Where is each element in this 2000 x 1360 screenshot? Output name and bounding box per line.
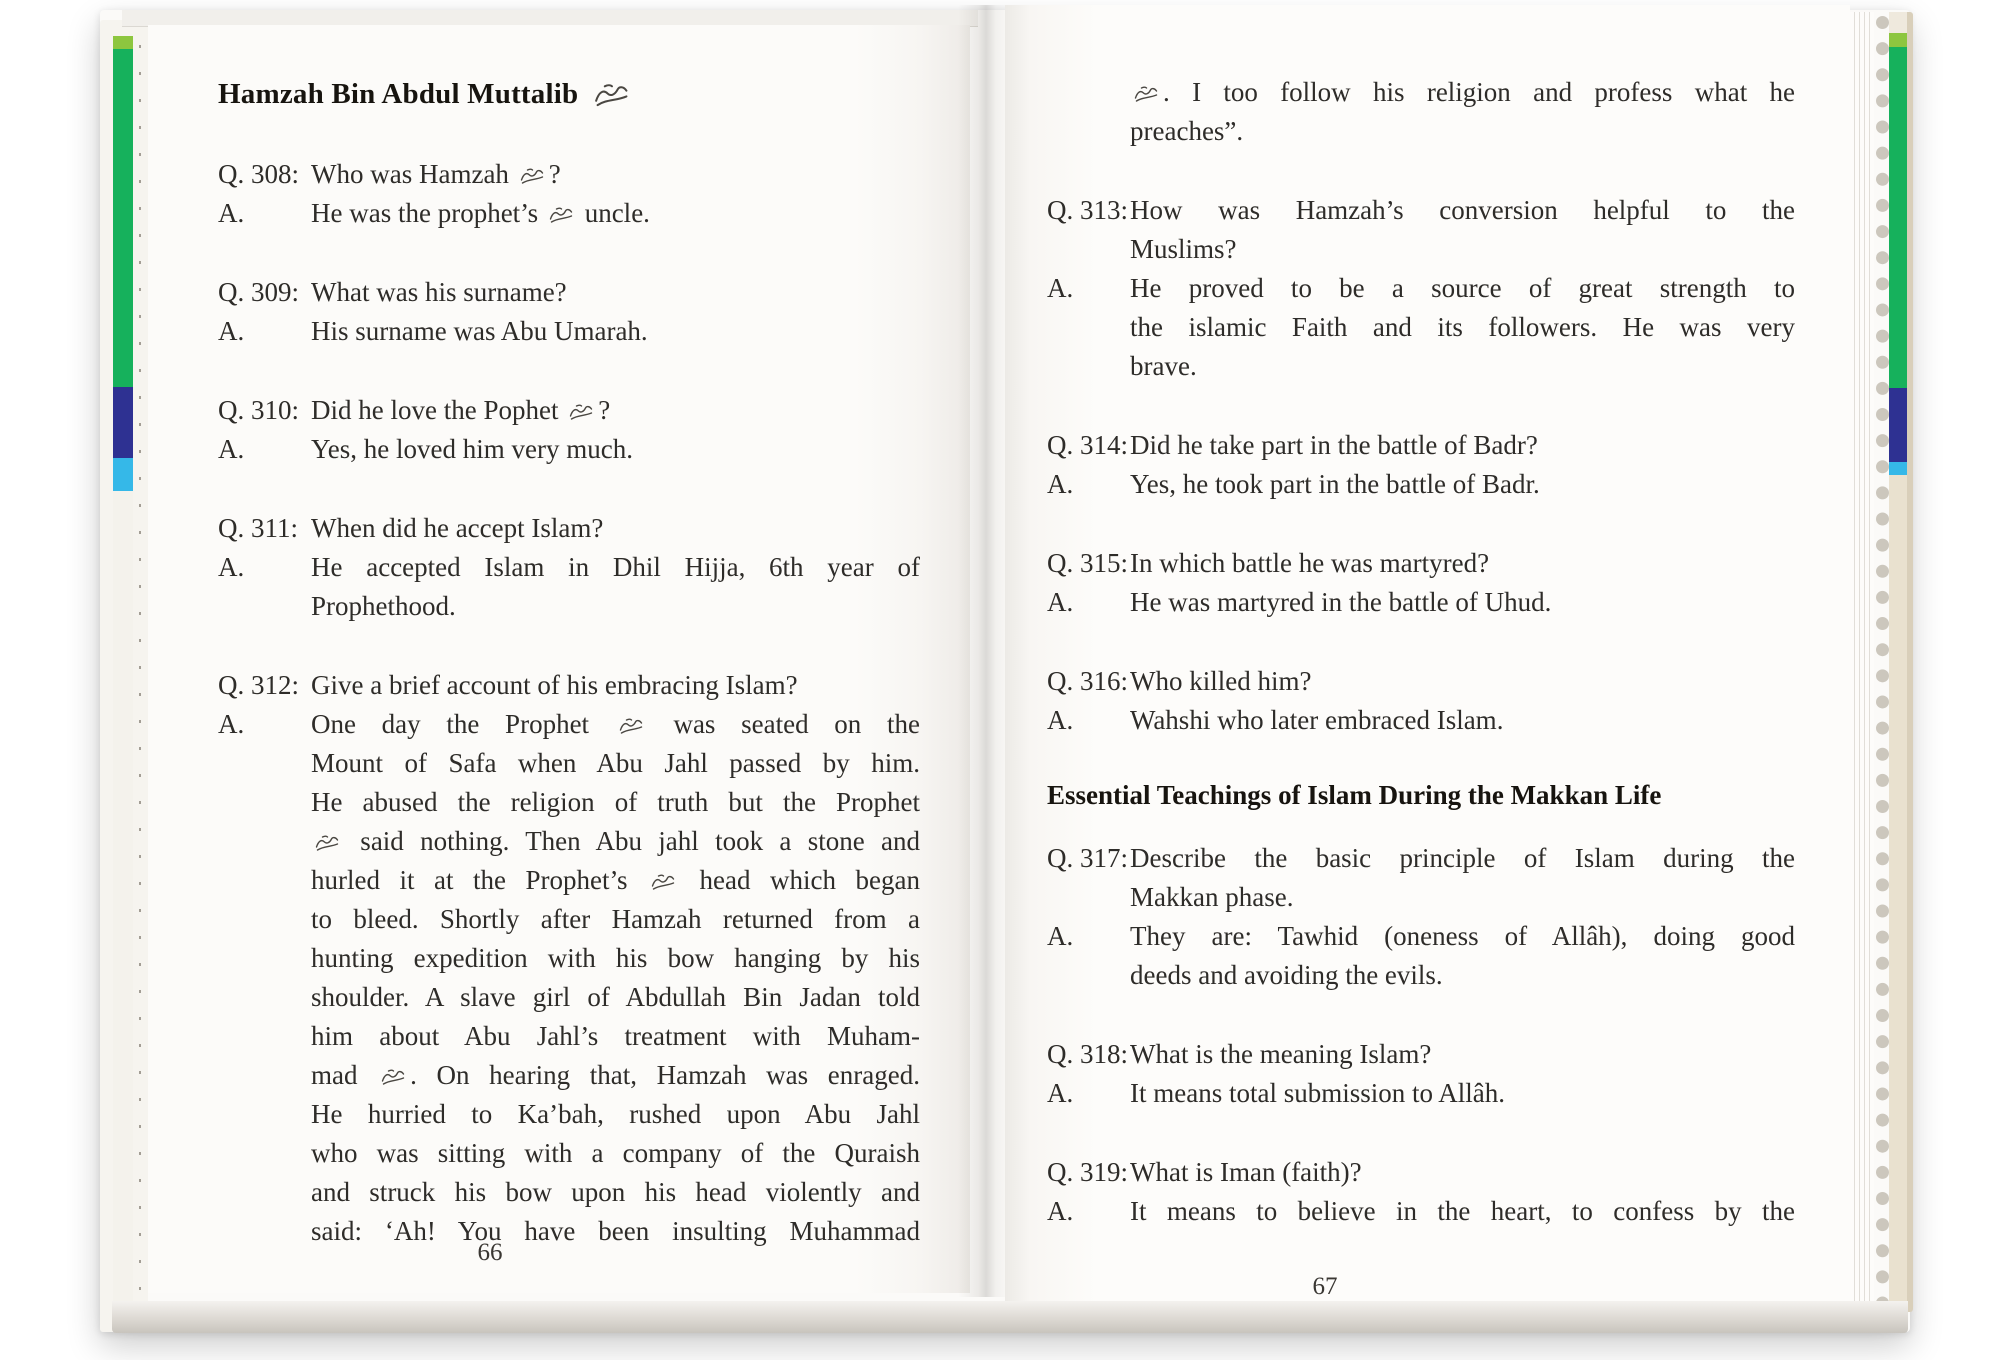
answer-text: [1130, 917, 1795, 995]
question-text: [311, 155, 920, 194]
question-text: [1130, 662, 1795, 701]
text-line: What was his surname?: [311, 277, 567, 307]
text-line: Yes, he took part in the battle of Badr.: [1130, 469, 1540, 499]
question-text: [1130, 839, 1795, 917]
question-label: Q. 312:: [218, 670, 299, 700]
page-number-right: 67: [1312, 1273, 1338, 1300]
honorific-saw-icon: [1133, 85, 1160, 103]
question-label: Q. 311:: [218, 513, 298, 543]
question-row: [218, 155, 920, 194]
text-line: the islamic Faith and its followers. He was very: [1130, 312, 1795, 342]
question-label: Q. 309:: [218, 277, 299, 307]
answer-label: A.: [1047, 921, 1074, 951]
question-label: Q. 314:: [1047, 430, 1128, 460]
qa-list-right-upper: [1047, 191, 1795, 740]
honorific-saw-icon: [568, 403, 595, 421]
text-line: Makkan phase.: [1130, 882, 1294, 912]
question-row: [1047, 839, 1795, 917]
qa-item: [1047, 1035, 1795, 1113]
answer-row: [218, 194, 920, 233]
text-line: In which battle he was martyred?: [1130, 548, 1490, 578]
text-line: He was the prophet’s uncle.: [311, 198, 650, 228]
text-line: His surname was Abu Umarah.: [311, 316, 648, 346]
qa-item: [1047, 662, 1795, 740]
text-line: hurled it at the Prophet’s head which began: [311, 865, 920, 895]
answer-label: A.: [218, 316, 245, 346]
continued-paragraph: [1130, 73, 1795, 151]
cover-stripe-right: [1889, 12, 1907, 1312]
text-line: They are: Tawhid (oneness of Allâh), doing good: [1130, 921, 1795, 951]
text-line: deeds and avoiding the evils.: [1130, 960, 1443, 990]
question-text: [311, 666, 920, 705]
question-row: [1047, 1153, 1795, 1192]
text-line: He proved to be a source of great strength to: [1130, 273, 1795, 303]
page-stack-right-edge: [1850, 12, 1874, 1310]
question-label: Q. 316:: [1047, 666, 1128, 696]
question-row: [1047, 426, 1795, 465]
book-bottom-edge: [112, 1301, 1908, 1333]
chapter-heading: Hamzah Bin Abdul Muttalib: [218, 75, 920, 114]
qa-item: [218, 391, 920, 469]
honorific-ra-icon: [519, 167, 546, 185]
text-line: He accepted Islam in Dhil Hijja, 6th year of: [311, 552, 920, 582]
text-line: When did he accept Islam?: [311, 513, 604, 543]
qa-item: [1047, 839, 1795, 995]
answer-label: A.: [218, 709, 245, 739]
qa-item: [1047, 191, 1795, 386]
text-line: Describe the basic principle of Islam during the: [1130, 843, 1795, 873]
question-label: Q. 308:: [218, 159, 299, 189]
answer-row: [218, 548, 920, 626]
qa-item: [1047, 1153, 1795, 1231]
text-line: Wahshi who later embraced Islam.: [1130, 705, 1504, 735]
qa-item: [1047, 544, 1795, 622]
text-line: preaches”.: [1130, 116, 1244, 146]
text-line: brave.: [1130, 351, 1197, 381]
answer-text: [311, 705, 920, 1251]
question-row: [1047, 191, 1795, 269]
answer-text: [311, 194, 920, 233]
question-text: [1130, 426, 1795, 465]
question-row: [1047, 662, 1795, 701]
binding-stitch-marks: [139, 45, 141, 1293]
cover-stripe-left: [113, 20, 133, 1332]
text-line: Did he take part in the battle of Badr?: [1130, 430, 1538, 460]
text-line: One day the Prophet was seated on the: [311, 709, 920, 739]
answer-label: A.: [218, 198, 245, 228]
answer-row: [218, 430, 920, 469]
text-line: How was Hamzah’s conversion helpful to the: [1130, 195, 1795, 225]
answer-row: [218, 705, 920, 1251]
text-line: hunting expedition with his bow hanging by his: [311, 943, 920, 973]
text-line: Give a brief account of his embracing Islam?: [311, 670, 798, 700]
question-label: Q. 315:: [1047, 548, 1128, 578]
text-line: What is Iman (faith)?: [1130, 1157, 1362, 1187]
answer-label: A.: [1047, 273, 1074, 303]
question-text: [311, 391, 920, 430]
text-line: Did he love the Pophet ?: [311, 395, 611, 425]
text-line: to bleed. Shortly after Hamzah returned from a: [311, 904, 920, 934]
text-line: He hurried to Ka’bah, rushed upon Abu Jahl: [311, 1099, 920, 1129]
page-number-left: 66: [477, 1239, 503, 1266]
page-66: [148, 25, 970, 1293]
text-line: . I too follow his religion and profess what he: [1130, 73, 1795, 112]
answer-text: [1130, 1074, 1795, 1113]
honorific-saw-icon: [650, 873, 677, 891]
text-line: shoulder. A slave girl of Abdullah Bin Jadan told: [311, 982, 920, 1012]
question-text: [1130, 544, 1795, 583]
binding-coil-pattern: [1876, 16, 1889, 1310]
text-line: He was martyred in the battle of Uhud.: [1130, 587, 1552, 617]
text-line: him about Abu Jahl’s treatment with Muham-: [311, 1021, 920, 1051]
answer-text: [1130, 583, 1795, 622]
text-line: said: ‘Ah! You have been insulting Muhammad: [311, 1216, 920, 1246]
answer-label: A.: [1047, 469, 1074, 499]
answer-text: [311, 312, 920, 351]
text-line: What is the meaning Islam?: [1130, 1039, 1432, 1069]
question-text: [1130, 1035, 1795, 1074]
answer-text: [1130, 465, 1795, 504]
qa-item: [218, 273, 920, 351]
question-text: [1130, 1153, 1795, 1192]
answer-text: [311, 430, 920, 469]
honorific-ra-icon: [589, 82, 635, 108]
answer-row: [1047, 465, 1795, 504]
text-line: Prophethood.: [311, 591, 456, 621]
question-label: Q. 319:: [1047, 1157, 1128, 1187]
honorific-saw-icon: [548, 206, 575, 224]
honorific-saw-icon: [380, 1068, 407, 1086]
text-line: Mount of Safa when Abu Jahl passed by him.: [311, 748, 920, 778]
book-gutter-shadow: [958, 5, 1012, 1297]
question-text: [311, 509, 920, 548]
answer-label: A.: [1047, 705, 1074, 735]
question-row: [218, 273, 920, 312]
question-text: [1130, 191, 1795, 269]
qa-item: [218, 155, 920, 233]
book-cover-right-rim: [1907, 12, 1913, 1312]
qa-list-right-lower: [1047, 839, 1795, 1231]
page-67: [1005, 5, 1850, 1301]
text-line: said nothing. Then Abu jahl took a stone and: [311, 822, 920, 861]
answer-label: A.: [218, 552, 245, 582]
answer-row: [1047, 701, 1795, 740]
answer-label: A.: [1047, 1196, 1074, 1226]
answer-label: A.: [218, 434, 245, 464]
section-heading-essential-teachings: Essential Teachings of Islam During the Makkan Life: [1047, 780, 1662, 810]
honorific-saw-icon: [314, 834, 341, 852]
text-line: Who was Hamzah ?: [311, 159, 561, 189]
answer-text: [1130, 1192, 1795, 1231]
question-label: Q. 313:: [1047, 195, 1128, 225]
question-label: Q. 310:: [218, 395, 299, 425]
answer-row: [1047, 1074, 1795, 1113]
text-line: Muslims?: [1130, 234, 1237, 264]
qa-item: [1047, 426, 1795, 504]
text-line: He abused the religion of truth but the Prophet: [311, 787, 920, 817]
answer-row: [1047, 917, 1795, 995]
question-row: [1047, 1035, 1795, 1074]
honorific-saw-icon: [618, 717, 645, 735]
answer-row: [1047, 583, 1795, 622]
text-line: and struck his bow upon his head violently and: [311, 1177, 920, 1207]
text-line: It means to believe in the heart, to confess by the: [1130, 1196, 1795, 1226]
text-line: mad . On hearing that, Hamzah was enraged.: [311, 1060, 920, 1090]
question-row: [218, 391, 920, 430]
qa-item: [218, 509, 920, 626]
answer-text: [311, 548, 920, 626]
question-row: [218, 666, 920, 705]
answer-label: A.: [1047, 1078, 1074, 1108]
qa-list-left: [218, 155, 920, 1251]
qa-item: [218, 666, 920, 1251]
text-line: who was sitting with a company of the Quraish: [311, 1138, 920, 1168]
text-line: Yes, he loved him very much.: [311, 434, 633, 464]
question-label: Q. 317:: [1047, 843, 1128, 873]
answer-label: A.: [1047, 587, 1074, 617]
question-text: [311, 273, 920, 312]
text-line: It means total submission to Allâh.: [1130, 1078, 1505, 1108]
answer-row: [1047, 1192, 1795, 1231]
question-row: [218, 509, 920, 548]
answer-row: [218, 312, 920, 351]
question-label: Q. 318:: [1047, 1039, 1128, 1069]
question-row: [1047, 544, 1795, 583]
answer-text: [1130, 269, 1795, 386]
answer-row: [1047, 269, 1795, 386]
answer-text: [1130, 701, 1795, 740]
text-line: Who killed him?: [1130, 666, 1312, 696]
